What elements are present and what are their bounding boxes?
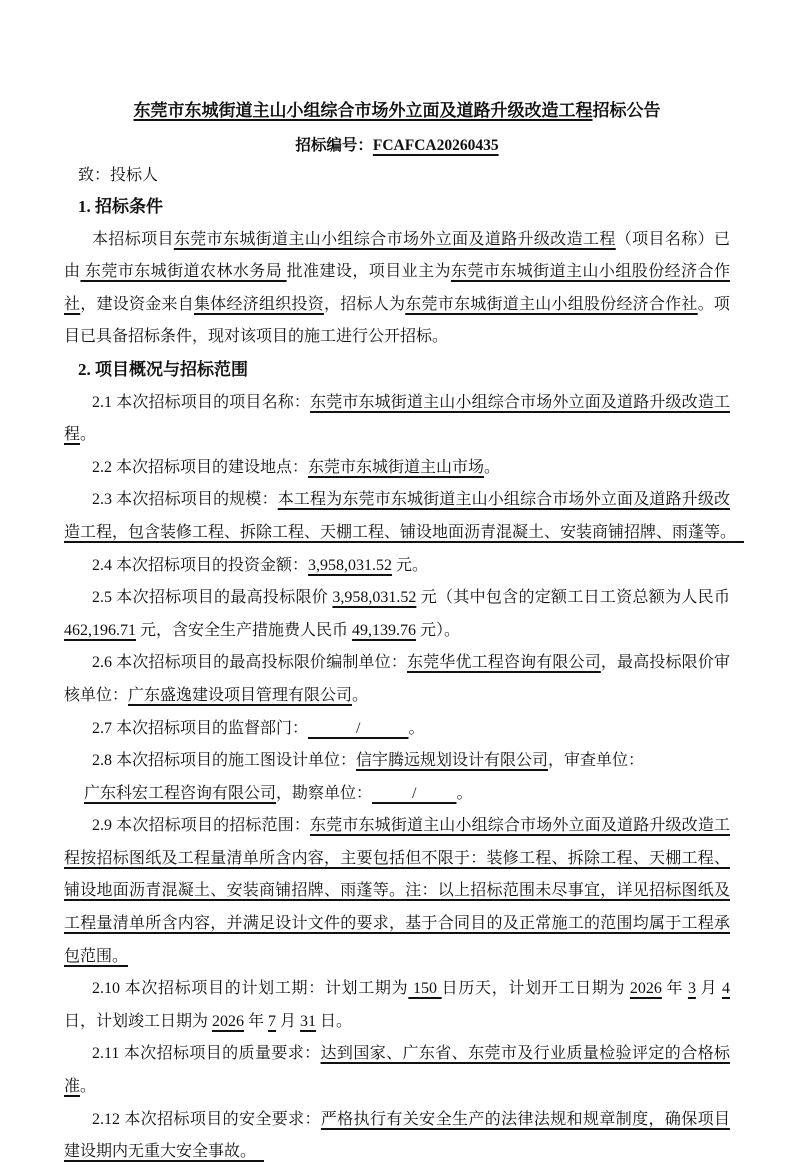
underlined-text-run: 东莞市东城街道农林水务局 [80,263,287,281]
text-run: ，最高投标限价审核单位： [64,654,730,704]
text-run: 2.2 本次招标项目的建设地点： [92,458,309,476]
underlined-text-run: 462,196.71 [64,621,136,639]
text-run: 年 [244,1012,269,1030]
underlined-text-run: 49,139.76 [352,621,417,639]
paragraph [64,582,730,647]
text-run: 元，含安全生产措施费人民币 [136,621,353,639]
underlined-text-run: 3,958,031.52 [332,589,417,607]
paragraph [64,745,730,810]
text-run: 元（其中包含的定额工日工资总额为人民币 [416,589,730,607]
text-run: 2.12 本次招标项目的安全要求： [92,1110,321,1128]
text-run: ，勘察单位： [276,784,373,802]
paragraph [64,452,730,485]
text-run: 日历天，计划开工日期为 [441,980,630,998]
underlined-text-run: 集体经济组织投资 [193,295,324,313]
paragraph [64,713,730,746]
paragraph [64,224,730,354]
underlined-text-run: 150 [408,980,442,998]
tender-number-value: FCAFCA20260435 [372,137,499,154]
underlined-text-run: 2026 [212,1012,245,1030]
text-run: 2.8 本次招标项目的施工图设计单位： [92,752,357,770]
text-run: 。 [456,784,473,802]
underlined-text-run: 东莞市东城街道主山小组综合市场外立面及道路升级改造工程 [173,230,616,248]
underlined-text-run: 31 [300,1012,317,1030]
title-project-name: 东莞市东城街道主山小组综合市场外立面及道路升级改造工程 [133,101,593,120]
underlined-text-run: 4 [722,980,730,998]
text-run: 日。 [316,1012,353,1030]
underlined-text-run: 广东科宏工程咨询有限公司 [84,784,277,802]
underlined-text-run: / [308,719,409,737]
paragraph [64,484,745,549]
underlined-text-run: 广东盛逸建设项目管理有限公司 [128,686,353,704]
text-run: 。项目已具备招标条件，现对该项目的施工进行公开招标。 [64,295,730,346]
text-run: 。 [408,719,425,737]
text-run: 月 [276,1012,301,1030]
text-run: 月 [695,980,722,998]
underlined-text-run: 东莞市东城街道主山小组综合市场外立面及道路升级改造工程按招标图纸及工程量清单所含内容，主要包括但不限于：装修工程、拆除工程、天棚工程、铺设地面沥青混凝土、安装商铺招牌、雨蓬等。注：以上招标范围未尽事宜，详见招标图纸及工程量清单所含内容，并满足设计文件的要求，基于合同目的及正常施工的范围均属于工程承包范围。 [64,817,730,965]
text-run: ，招标人为 [323,295,406,313]
text-run: 。 [80,1078,97,1096]
underlined-text-run: 2026 [629,980,662,998]
underlined-text-run: 东莞市东城街道主山小组综合市场外立面及道路升级改造工程 [64,393,730,444]
underlined-text-run: 严格执行有关安全生产的法律法规和规章制度，确保项目建设期内无重大安全事故。 [64,1110,730,1161]
text-run: 2.11 本次招标项目的质量要求： [92,1045,321,1063]
text-run: 批准建设，项目业主为 [286,263,451,281]
section-heading: 2. 项目概况与招标范围 [78,359,248,379]
text-run: 日，计划竣工日期为 [64,1012,213,1030]
paragraph [64,1038,730,1103]
underlined-text-run: 东莞市东城街道主山小组股份经济合作社 [405,295,698,313]
text-run: ，建设资金来自 [80,295,194,313]
text-run: 2.9 本次招标项目的招标范围： [92,817,311,835]
text-run: 元）。 [416,621,461,639]
text-run: 2.7 本次招标项目的监督部门： [92,719,309,737]
title-suffix: 招标公告 [592,101,661,120]
text-run: 2.1 本次招标项目的项目名称： [92,393,311,411]
underlined-text-run: 东莞市东城街道主山小组股份经济合作社 [64,263,730,313]
tender-number-line [64,133,730,159]
paragraph [64,550,730,583]
paragraph [64,973,730,1038]
text-run: （项目名称）已由 [64,230,730,281]
paragraph [64,387,730,452]
underlined-text-run: 东莞市东城街道主山市场 [308,458,485,476]
text-run: 本招标项目 [92,230,174,248]
paragraph [64,647,730,712]
underlined-text-run: 达到国家、广东省、东莞市及行业质量检验评定的合格标准 [64,1045,730,1096]
underlined-text-run: 东莞华优工程咨询有限公司 [406,654,601,672]
underlined-text-run: 本工程为东莞市东城街道主山小组综合市场外立面及道路升级改造工程，包含装修工程、拆除工程、天棚工程、铺设地面沥青混凝土、安装商铺招牌、雨蓬等。 [64,491,745,541]
salutation: 致：投标人 [78,167,159,184]
text-run: 2.10 本次招标项目的计划工期：计划工期为 [92,980,409,998]
tender-number-label: 招标编号： [295,137,373,154]
underlined-text-run: 信宇腾远规划设计有限公司 [356,752,549,770]
document-body [64,191,745,1169]
text-run: 。 [80,426,97,444]
underlined-text-run: / [372,784,457,802]
section-heading: 1. 招标条件 [78,197,163,216]
paragraph [64,810,730,973]
text-run: 元。 [392,556,429,574]
text-run: 。 [484,458,501,476]
underlined-text-run: 3 [687,980,696,998]
underlined-text-run: 7 [268,1012,277,1030]
text-run: 2.3 本次招标项目的规模： [92,491,278,509]
text-run: 2.5 本次招标项目的最高投标限价 [92,589,333,607]
paragraph [64,1104,730,1169]
text-run: ，审查单位： [548,752,645,770]
underlined-text-run: 3,958,031.52 [308,556,393,574]
text-run: 。 [352,686,369,704]
text-run: 2.6 本次招标项目的最高投标限价编制单位： [92,654,407,672]
text-run: 2.4 本次招标项目的投资金额： [92,556,309,574]
text-run [64,785,84,802]
page-title [64,97,730,125]
text-run: 年 [661,980,688,998]
